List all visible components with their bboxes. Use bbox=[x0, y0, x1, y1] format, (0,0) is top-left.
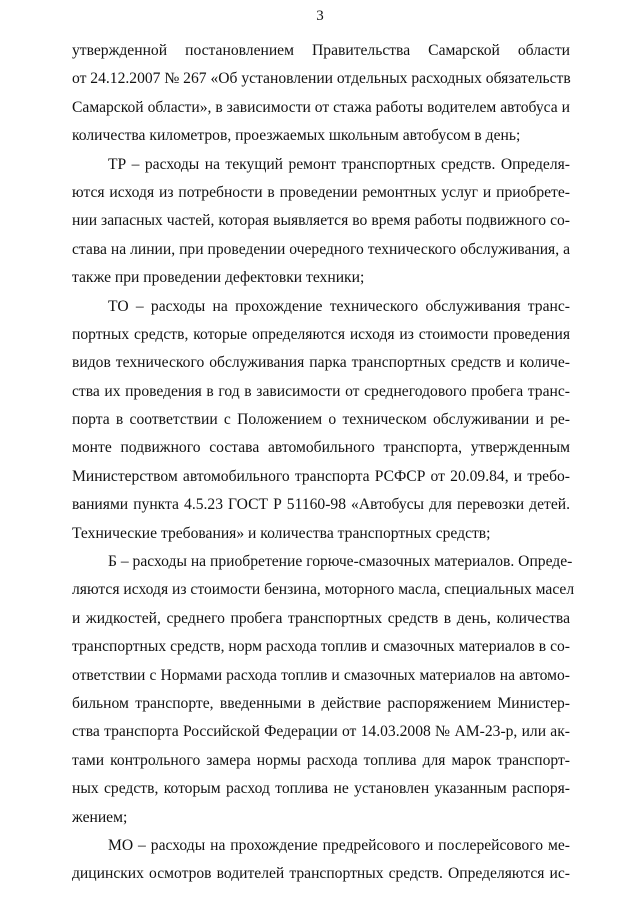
text-line: ства транспорта Российской Федерации от 14.03.2008 № АМ-23-р, или ак- bbox=[72, 723, 570, 741]
text-line: порта в соответствии с Положением о техническом обслуживании и ре- bbox=[72, 411, 570, 429]
text-line: бильном транспорте, введенными в действие распоряжением Министер- bbox=[72, 694, 570, 712]
text-line: транспортных средств, норм расхода топлив и смазочных материалов в со- bbox=[72, 638, 570, 656]
paragraph bbox=[72, 293, 570, 549]
text-line: Министерством автомобильного транспорта РСФСР от 20.09.84, и требо- bbox=[72, 467, 570, 485]
text-line: портных средств, которые определяются исходя из стоимости проведения bbox=[72, 325, 570, 343]
text-line: Технические требования» и количества транспортных средств; bbox=[72, 524, 491, 542]
text-line: и жидкостей, среднего пробега транспортных средств в день, количества bbox=[72, 609, 570, 627]
document-body bbox=[72, 37, 575, 889]
text-line: ются исходя из потребности в проведении ремонтных услуг и приобрете- bbox=[72, 183, 570, 201]
text-line: количества километров, проезжаемых школьным автобусом в день; bbox=[72, 127, 521, 145]
text-line: Самарской области», в зависимости от стажа работы водителем автобуса и bbox=[72, 98, 570, 116]
text-line: жением; bbox=[72, 808, 128, 826]
text-line: монте подвижного состава автомобильного транспорта, утвержденным bbox=[72, 439, 570, 457]
text-line: ваниями пункта 4.5.23 ГОСТ Р 51160-98 «Автобусы для перевозки детей. bbox=[72, 496, 570, 514]
page-number: 3 bbox=[316, 8, 324, 24]
text-line: става на линии, при проведении очередного технического обслуживания, а bbox=[72, 240, 570, 258]
text-line: ТО – расходы на прохождение технического обслуживания транс- bbox=[108, 297, 570, 315]
text-line: ства их проведения в год в зависимости от среднегодового пробега транс- bbox=[72, 382, 570, 400]
text-line: дицинских осмотров водителей транспортных средств. Определяются ис- bbox=[72, 865, 570, 883]
paragraph bbox=[72, 37, 570, 151]
paragraph bbox=[72, 832, 570, 889]
text-line: МО – расходы на прохождение предрейсового и послерейсового ме- bbox=[108, 836, 570, 854]
text-line: утвержденной постановлением Правительства Самарской области bbox=[72, 42, 570, 59]
paragraph bbox=[72, 151, 570, 293]
text-line: также при проведении дефектовки техники; bbox=[72, 269, 365, 287]
text-line: Б – расходы на приобретение горюче-смазочных материалов. Опреде- bbox=[108, 553, 573, 571]
text-line: ных средств, которым расход топлива не установлен указанным распоря- bbox=[72, 780, 570, 798]
text-line: нии запасных частей, которая выявляется во время работы подвижного со- bbox=[72, 212, 570, 230]
text-line: ляются исходя из стоимости бензина, моторного масла, специальных масел bbox=[72, 581, 575, 599]
paragraph bbox=[72, 548, 575, 832]
text-line: ТР – расходы на текущий ремонт транспортных средств. Определя- bbox=[108, 155, 570, 173]
text-line: видов технического обслуживания парка транспортных средств и количе- bbox=[72, 354, 570, 372]
text-line: от 24.12.2007 № 267 «Об установлении отдельных расходных обязательств bbox=[72, 70, 571, 88]
text-line: ответствии с Нормами расхода топлив и смазочных материалов на автомо- bbox=[72, 666, 570, 684]
text-line: тами контрольного замера нормы расхода топлива для марок транспорт- bbox=[72, 751, 570, 769]
